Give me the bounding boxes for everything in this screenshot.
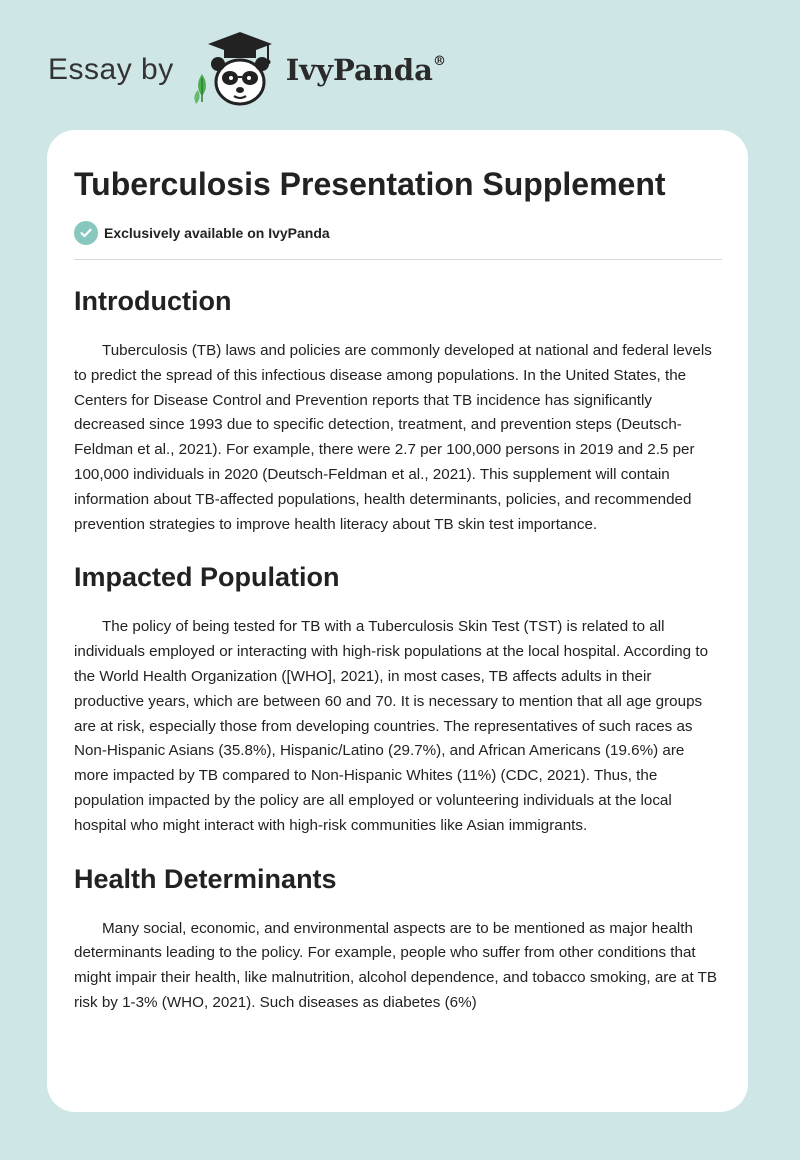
exclusive-badge bbox=[74, 221, 722, 260]
section-text-introduction: Tuberculosis (TB) laws and policies are commonly developed at national and federal levels to predict the spread of this infectious disease among populations. In the United States, the Centers for Disease Control and Prevention reports that TB incidence has significantly decreased since 1993 due to specific detection, treatment, and prevention steps (Deutsch-Feldman et al., 2021). For example, there were 2.7 per 100,000 persons in 2019 and 2.5 per 100,000 individuals in 2020 (Deutsch-Feldman et al., 2021). This supplement will contain information about TB-affected populations, health determinants, policies, and recommended prevention strategies to improve health literacy about TB skin test importance. bbox=[74, 342, 712, 533]
section-heading-impacted-population: Impacted Population bbox=[74, 562, 340, 593]
section-text-impacted-population: The policy of being tested for TB with a Tuberculosis Skin Test (TST) is related to all individuals employed or interacting with high-risk populations at the local hospital. According to the World Health Organization ([WHO], 2021), in most cases, TB affects adults in their productive years, which are between 60 and 70. It is necessary to mention that all age groups are at risk, especially those from developing countries. The representatives of such races as Non-Hispanic Asians (35.8%), Hispanic/Latino (29.7%), and African Americans (19.6%) are more impacted by TB compared to Non-Hispanic Whites (11%) (CDC, 2021). Thus, the population impacted by the policy are all employed or volunteering individuals at the local hospital who might interact with high-risk communities like Asian immigrants. bbox=[74, 618, 709, 834]
badge-label: Exclusively available on IvyPanda bbox=[104, 225, 330, 241]
page-title: Tuberculosis Presentation Supplement bbox=[74, 166, 666, 202]
section-heading-introduction: Introduction bbox=[74, 286, 232, 316]
section-heading-health-determinants: Health Determinants bbox=[74, 863, 337, 894]
brand-name[interactable]: IvyPanda® bbox=[285, 53, 446, 87]
article-card bbox=[47, 130, 748, 1112]
registered-mark: ® bbox=[432, 54, 446, 70]
check-icon bbox=[74, 221, 98, 245]
essay-by-label: Essay by bbox=[48, 53, 174, 86]
panda-logo-icon[interactable] bbox=[188, 30, 280, 110]
section-text-health-determinants: Many social, economic, and environmental aspects are to be mentioned as major health determinants leading to the policy. For example, people who suffer from other conditions that might impair their health, like malnutrition, alcohol dependence, and tobacco smoking, are at TB risk by 1-3% (WHO, 2021). Such diseases as diabetes (6%) bbox=[74, 919, 718, 1011]
site-header bbox=[48, 30, 446, 110]
